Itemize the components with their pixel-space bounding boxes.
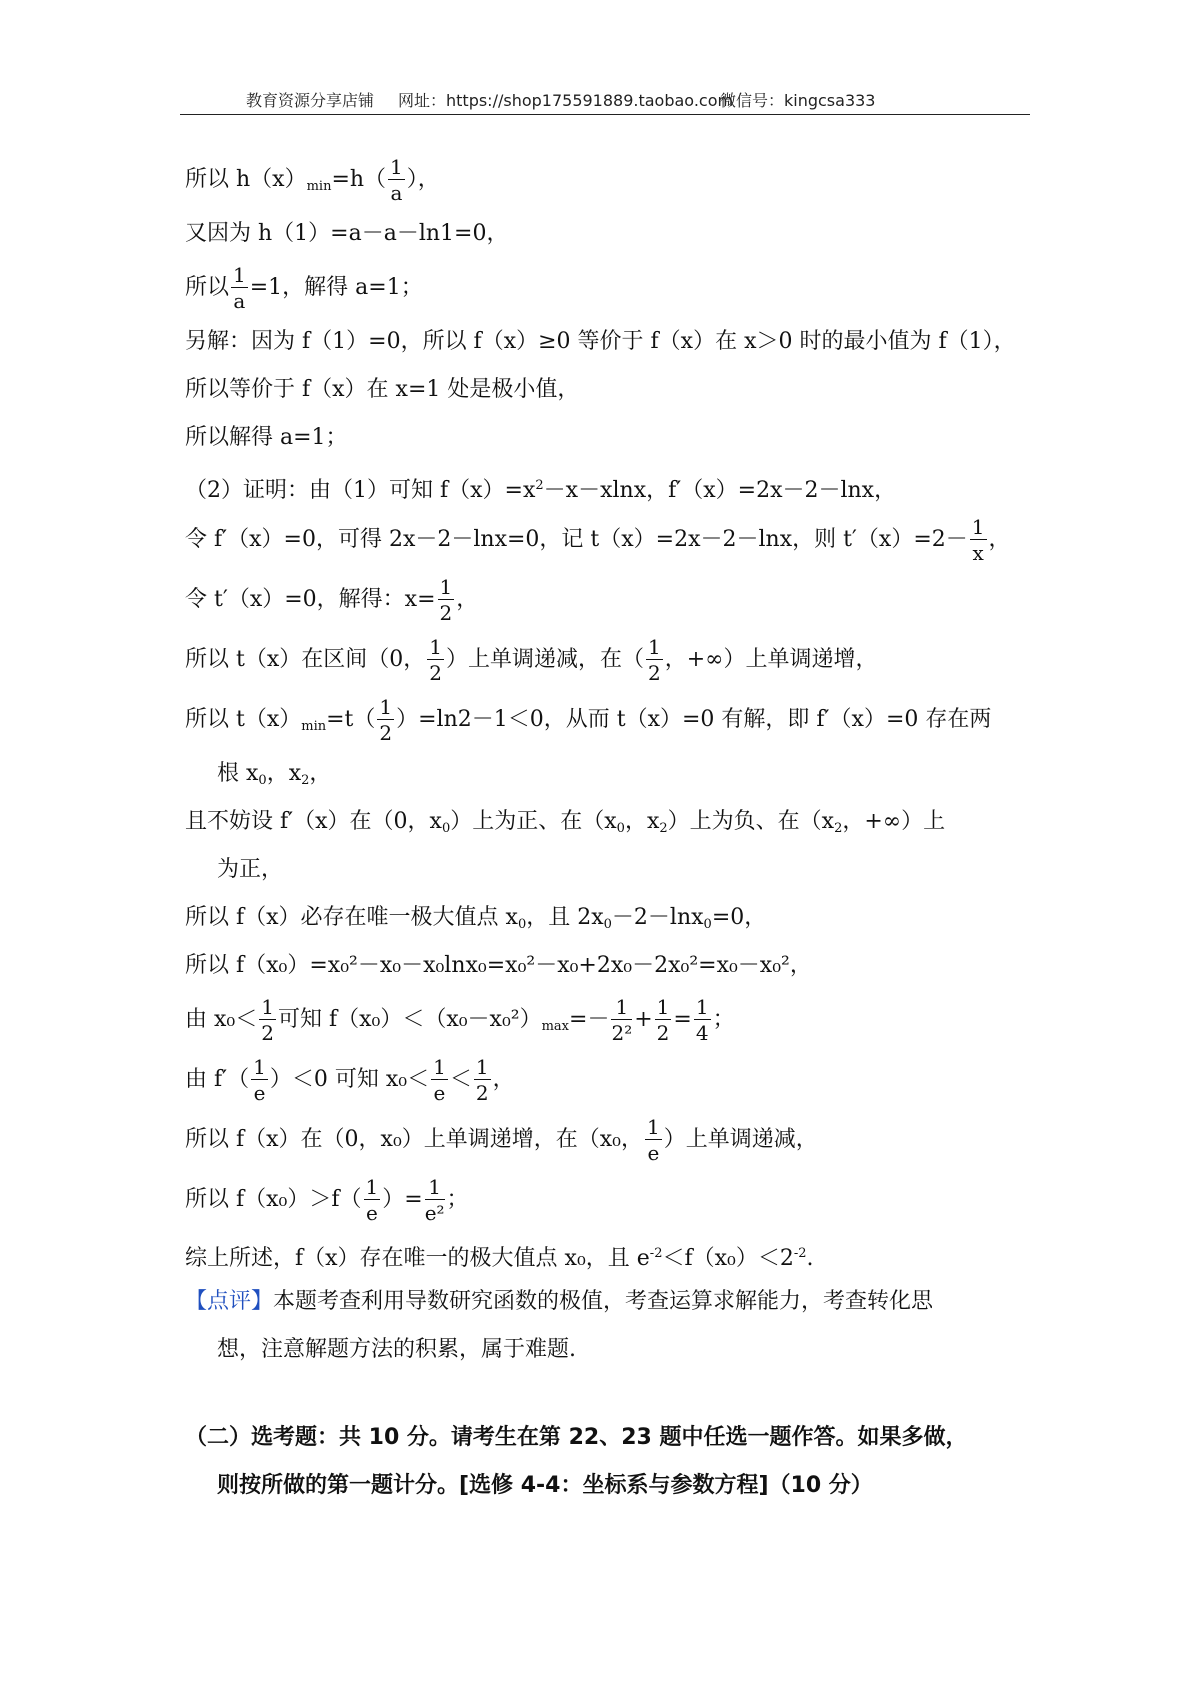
text-line: 综上所述，f（x）存在唯一的极大值点 x₀，且 $e^{-2}<f(x_0)<2^{-2}$. — [185, 1246, 814, 1271]
comment-line: 【点评】本题考查利用导数研究函数的极值，考查运算求解能力，考查转化思 — [185, 1289, 934, 1314]
fraction: $\frac{1}{2}$ — [648, 635, 661, 685]
text-line: 另解：因为 f（1）=0，所以 f（x）≥0 等价于 f（x）在 x＞0 时的最小值为 f（1）， — [185, 329, 1016, 354]
text-line: （2）证明：由（1）可知 $f(x)=x^2-x-xlnx$，f′（x）=2x－2－lnx， — [185, 478, 897, 503]
fraction: $\frac{1}{2}$ — [656, 995, 670, 1045]
fraction: $\frac{1}{\text{2²}}$ — [611, 995, 633, 1045]
text-line: 由 f′（ $\frac{1}{e}$ ）＜0 可知 x₀＜ $\frac{1}{e}$ ＜ $\frac{1}{2}$ ， — [185, 1055, 515, 1105]
text-line: 所以 f（x）必存在唯一极大值点 $x_0$，且 $2x_0-2-\ln x_0=0$， — [185, 905, 767, 932]
text-line: 根 $x_0$，$x_2$， — [217, 761, 332, 788]
fraction: $\frac{1}{a}$ — [390, 155, 403, 205]
header-shop-url[interactable]: 网址：https://shop175591889.taobao.com — [398, 91, 734, 110]
fraction: $\frac{1}{2}$ — [261, 995, 274, 1045]
fraction: $\frac{1}{e}$ — [647, 1115, 660, 1165]
text-line: 又因为 h（1）=a－a－ln1=0， — [185, 221, 509, 246]
section-heading: 则按所做的第一题计分。[选修 4-4：坐标系与参数方程]（10 分） — [217, 1473, 873, 1498]
page-header — [180, 84, 1030, 115]
fraction: $\frac{1}{\text{e²}}$ — [424, 1175, 445, 1225]
text-line: 所以 $\frac{1}{a}$ =1，解得 a=1； — [185, 263, 423, 313]
text-line: 所以 f（x₀）=x₀²－x₀－x₀lnx₀=x₀²－x₀+2x₀－2x₀²=x₀－x₀²， — [185, 953, 812, 978]
section-heading: （二）选考题：共 10 分。请考生在第 22、23 题中任选一题作答。如果多做， — [185, 1425, 968, 1450]
fraction: $\frac{1}{e}$ — [253, 1055, 266, 1105]
fraction: $\frac{1}{2}$ — [429, 635, 442, 685]
fraction: $\frac{1}{2}$ — [475, 1055, 489, 1105]
comment-tag: 【点评】 — [185, 1289, 274, 1314]
header-shop-name: 教育资源分享店铺 — [246, 91, 375, 110]
fraction: $\frac{1}{e}$ — [433, 1055, 446, 1105]
text-line: 所以 t（x）在区间（0， $\frac{1}{2}$ ）上单调递减，在（ $\frac{1}{2}$ ，+∞）上单调递增， — [185, 635, 878, 685]
text-line: 所以解得 a=1； — [185, 425, 348, 450]
fraction: $\frac{1}{x}$ — [971, 515, 985, 565]
text-line: 由 x₀＜ $\frac{1}{2}$ 可知 $f(x_0)<(x_0-x_0^2)_{max}=-$ $\frac{1}{\text{2²}}$ + $\frac{1}{2}$ = $\frac{1}{4}$ ； — [185, 995, 735, 1045]
text-line: 令 t′（x）=0，解得：x= $\frac{1}{2}$ ， — [185, 575, 479, 625]
text-line: 所以 f（x₀）＞f（ $\frac{1}{e}$ ）= $\frac{1}{\text{e²}}$ ； — [185, 1175, 469, 1225]
fraction: $\frac{1}{2}$ — [439, 575, 453, 625]
fraction: $\frac{1}{4}$ — [695, 995, 709, 1045]
text-line: 且不妨设 f′（x）在（0，$x_0$）上为正、在（$x_0$，$x_2$）上为负、在（$x_2$，+∞）上 — [185, 809, 946, 836]
fraction: $\frac{1}{a}$ — [233, 263, 246, 313]
fraction: $\frac{1}{2}$ — [379, 695, 393, 745]
text-line: 所以 $t(x)_{min}=t$（ $\frac{1}{2}$ ）=ln2－1＜0，从而 t（x）=0 有解，即 f′（x）=0 存在两 — [185, 695, 992, 745]
header-wechat: 微信号：kingcsa333 — [720, 91, 876, 110]
text-line: 所以等价于 f（x）在 x=1 处是极小值， — [185, 377, 580, 402]
solution-body — [185, 150, 1035, 1510]
text-line: 所以 $h(x)_{min}=h$（ $\frac{1}{a}$ ）， — [185, 155, 440, 205]
text-line: 为正， — [217, 857, 284, 882]
text-line: 令 f′（x）=0，可得 2x－2－lnx=0，记 t（x）=2x－2－lnx，则 t′（x）=2－ $\frac{1}{x}$ ， — [185, 515, 1011, 565]
comment-line: 想，注意解题方法的积累，属于难题. — [217, 1337, 576, 1362]
text-line: 所以 f（x）在（0，x₀）上单调递增，在（x₀， $\frac{1}{e}$ ）上单调递减， — [185, 1115, 818, 1165]
fraction: $\frac{1}{e}$ — [365, 1175, 379, 1225]
